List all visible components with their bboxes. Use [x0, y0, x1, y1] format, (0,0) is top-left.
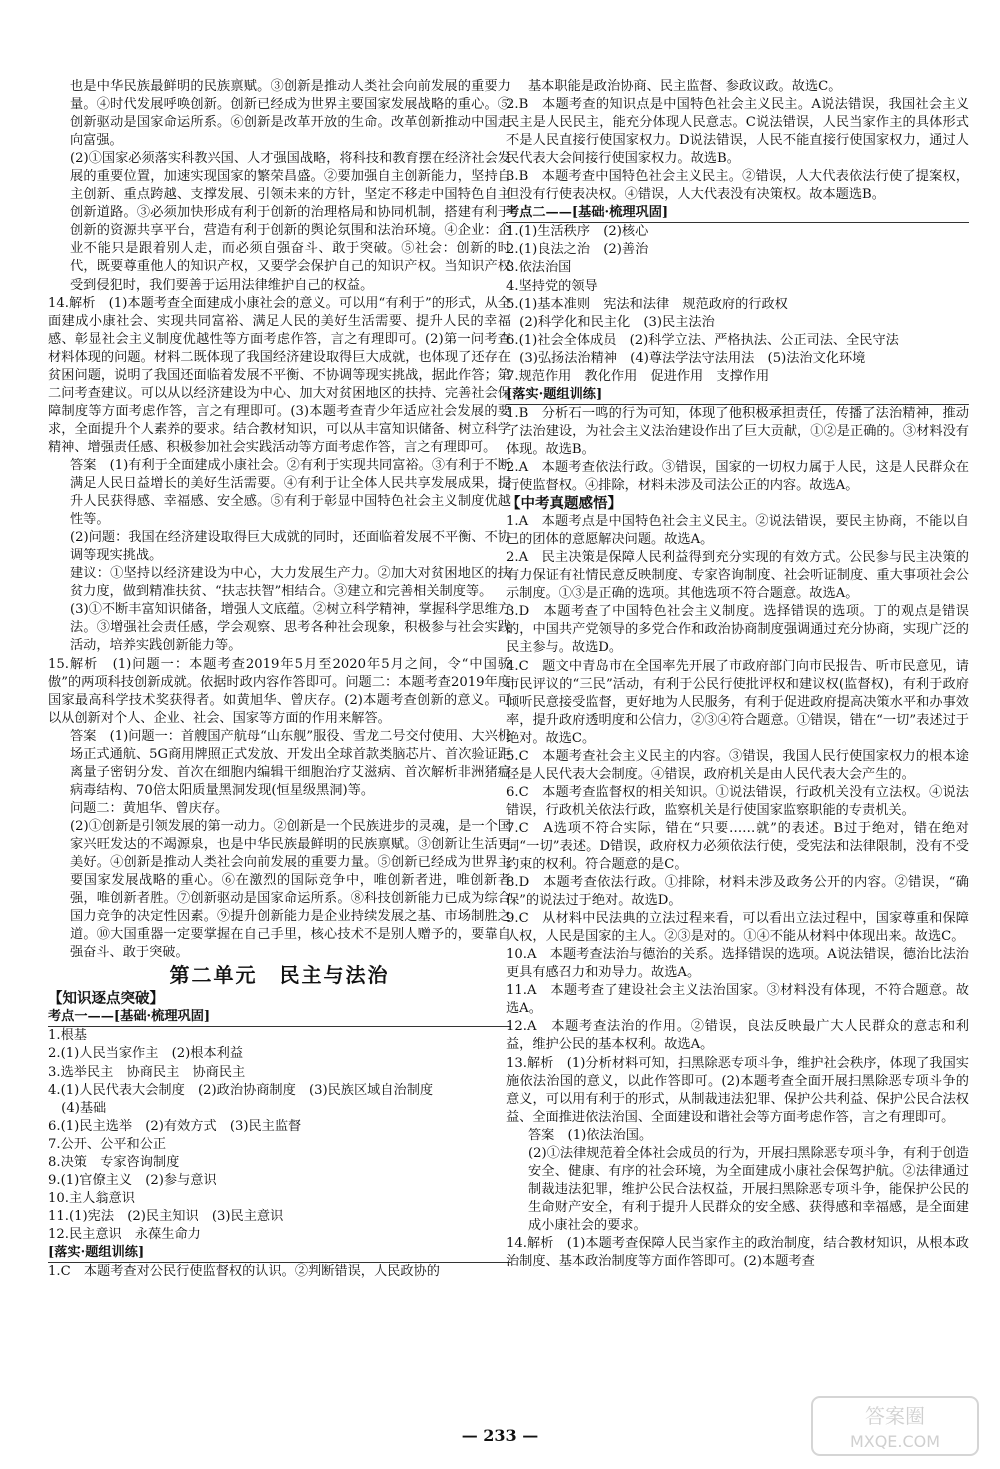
paragraph: 2.A 民主决策是保障人民利益得到充分实现的有效方式。公民参与民主决策的有力保证有社情民意反映制度、专家咨询制度、社会听证制度、重大事项社会公示制度。①③是正确的选项。其他选项不符合题意。故选A。: [506, 550, 969, 602]
kp2-list: [506, 223, 969, 385]
paragraph: 4.C 题文中青岛市在全国率先开展了市政府部门向市民报告、听市民意见，请市民评议的“三民”活动，有利于公民行使批评权和建议权(监督权)，有利于政府倾听民意接受监督，更好地为人民服务，有利于促进政府提高决策水平和办事效率，提升政府透明度和公信力，②③④符合题意。①错误，错在“一切”表述过于绝对。故选C。: [506, 658, 969, 746]
list-item: 3.依法治国: [506, 260, 572, 276]
page-number: — 233 —: [461, 1426, 539, 1445]
list-item: 2.(1)良法之治 (2)善治: [506, 242, 649, 258]
paragraph: 11.A 本题考查了建设社会主义法治国家。③材料没有体现，不符合题意。故选A。: [506, 983, 969, 1017]
list-item: 7.公开、公平和公正: [48, 1136, 167, 1152]
list-item: 4.坚持党的领导: [506, 278, 598, 294]
paragraph: 13.解析 (1)分析材料可知，扫黑除恶专项斗争，维护社会秩序，体现了我国实施依法治国的意义，以此作答即可。(2)本题考查全面开展扫黑除恶专项斗争的意义，可以用有利于的形式，从制裁违法犯罪、保护公共利益、保护公民合法权益、全面推进依法治国、全面建设和谐社会等方面考虑作答，言之有理即可。: [506, 1055, 969, 1125]
list-item: 5.(1)基本准则 宪法和法律 规范政府的行政权: [506, 296, 788, 312]
paragraph: 14.解析 (1)本题考查保障人民当家作主的政治制度，结合教材知识，从根本政治制度、基本政治制度等方面作答即可。(2)本题考查: [506, 1236, 969, 1270]
paragraph: (2)①法律规范着全体社会成员的行为，开展扫黑除恶专项斗争，有利于创造安全、健康、有序的社会环境，为全面建成小康社会保驾护航。②法律通过制裁违法犯罪，维护公民合法权益，开展扫黑除恶专项斗争，能保护公民的生命财产安全，有利于提升人民群众的安全感、获得感和幸福感，是全面建成小康社会的要求。: [528, 1145, 969, 1233]
paragraph: 2.A 本题考查依法行政。③错误，国家的一切权力属于人民，这是人民群众在行使监督权。④排除，材料未涉及司法公正的内容。故选A。: [506, 459, 969, 494]
list-item: (3)弘扬法治精神 (4)尊法学法守法用法 (5)法治文化环境: [506, 350, 866, 366]
exam-heading: 【中考真题感悟】: [506, 495, 622, 513]
paragraph: 答案 (1)有利于全面建成小康社会。②有利于实现共同富裕。③有利于不断满足人民日益增长的美好生活需要。④有利于让全体人民共享发展成果，提升人民获得感、幸福感、安全感。⑤有利于彰显中国特色社会主义制度优越性等。: [70, 457, 511, 528]
watermark-logo: [810, 1395, 980, 1457]
left-column: [48, 78, 511, 1281]
paragraph: 建议：①坚持以经济建设为中心，大力发展生产力。②加大对贫困地区的扶贫力度，做到精准扶贫、“扶志扶智”相结合。③建立和完善相关制度等。: [70, 566, 511, 600]
watermark-text: 答案圈: [865, 1404, 925, 1428]
right-paragraphs: [506, 78, 969, 204]
paragraph: 5.C 本题考查社会主义民主的内容。③错误，我国人民行使国家权力的根本途径是人民代表大会制度。④错误，政府机关是由人民代表大会产生的。: [506, 748, 969, 782]
paragraph: 12.A 本题考查法治的作用。②错误，良法反映最广大人民群众的意志和利益，维护公民的基本权利。故选A。: [506, 1019, 969, 1053]
left-last-line: 1.C 本题考查对公民行使监督权的认识。②判断错误，人民政协的: [48, 1264, 440, 1280]
list-item: 6.(1)民主选举 (2)有效方式 (3)民主监督: [48, 1118, 302, 1134]
right-drill-answers: [506, 405, 969, 495]
paragraph: 8.D 本题考查依法行政。①排除，材料未涉及政务公开的内容。②错误，“确保”的说法过于绝对。故选D。: [506, 875, 969, 909]
list-item: 12.民主意识 永葆生命力: [48, 1226, 201, 1242]
list-item: 11.(1)宪法 (2)民主知识 (3)民主意识: [48, 1208, 284, 1224]
list-item: 3.选举民主 协商民主 协商民主: [48, 1064, 246, 1080]
paragraph: 9.C 从材料中民法典的立法过程来看，可以看出立法过程中，国家尊重和保障人权，人民是国家的主人。②③是对的。①④不能从材料中体现出来。故选C。: [506, 911, 969, 945]
right-column: [506, 78, 969, 1271]
list-item: 1.根基: [48, 1028, 87, 1044]
drill-heading-left: [落实·题组训练]: [48, 1244, 511, 1263]
paragraph: 14.解析 (1)本题考查全面建成小康社会的意义。可以用“有利于”的形式，从全面建成小康社会、实现共同富裕、满足人民的美好生活需要、提升人民的幸福感、彰显社会主义制度优越性等方面考虑作答，言之有理即可。(2)第一问考查材料体现的问题。材料二既体现了我国经济建设取得巨大成就，也体现了还存在贫困问题，说明了我国还面临着发展不平衡、不协调等现实挑战，据此作答；第二问考查建议。可以从以经济建设为中心、加大对贫困地区的扶持、完善社会保障制度等方面考虑作答，言之有理即可。(3)本题考查青少年适应社会发展的要求，全面提升个人素养的要求。结合教材知识，可以从丰富知识储备、树立科学精神、增强责任感、积极参加社会实践活动等方面考虑作答，言之有理即可。: [48, 295, 511, 455]
kp1-list: [48, 1027, 511, 1244]
kp1-heading: 考点一——[基础·梳理巩固]: [48, 1008, 511, 1027]
list-item: (2)科学化和民主化 (3)民主法治: [506, 314, 715, 330]
paragraph: 1.A 本题考点是中国特色社会主义民主。②说法错误，要民主协商，不能以自己的团体的意愿解决问题。故选A。: [506, 514, 969, 548]
paragraph: 问题二：黄旭华、曾庆存。: [70, 800, 229, 816]
list-item: 8.决策 专家咨询制度: [48, 1154, 180, 1170]
list-item: 1.(1)生活秩序 (2)核心: [506, 224, 649, 240]
paragraph: 3.D 本题考查了中国特色社会主义制度。选择错误的选项。丁的观点是错误的，中国共产党领导的多党合作和政治协商制度强调通过充分协商，实现广泛的民主参与。故选D。: [506, 604, 969, 656]
paragraph: (2)①国家必须落实科教兴国、人才强国战略，将科技和教育摆在经济社会发展的重要位置，加速实现国家的繁荣昌盛。②要加强自主创新能力，坚持自主创新、重点跨越、支撑发展、引领未来的方针，坚定不移走中国特色自主创新道路。③必须加快形成有利于创新的治理格局和协同机制，搭建有利于创新的资源共享平台，营造有利于创新的舆论氛围和法治环境。④企业：企业不能只是跟着别人走，而必须自强奋斗、敢于突破。⑤社会：创新的时代，既要尊重他人的知识产权，又要学会保护自己的知识产权。当知识产权受到侵犯时，我们要善于运用法律维护自己的权益。: [70, 151, 511, 293]
list-item: 2.(1)人民当家作主 (2)根本利益: [48, 1046, 244, 1062]
paragraph: 答案 (1)问题一：首艘国产航母“山东舰”服役、雪龙二号交付使用、大兴机场正式通航、5G商用牌照正式发放、开发出全球首款类脑芯片、首次验证距离量子密钥分发、首次在细胞内编辑干细胞治疗艾滋病、首次解析非洲猪瘟病毒结构、70倍太阳质量黑洞发现(恒星级黑洞)等。: [70, 728, 511, 798]
paragraph: 1.B 分析石一鸣的行为可知，体现了他积极承担责任，传播了法治精神，推动了法治建设，为社会主义法治建设作出了巨大贡献，①②是正确的。③材料没有体现。故选B。: [506, 405, 969, 457]
list-item: 7.规范作用 教化作用 促进作用 支撑作用: [506, 368, 770, 384]
list-item: 6.(1)社会全体成员 (2)科学立法、严格执法、公正司法、全民守法: [506, 332, 899, 348]
list-item: 10.主人翁意识: [48, 1190, 135, 1206]
paragraph: (2)问题：我国在经济建设取得巨大成就的同时，还面临着发展不平衡、不协调等现实挑战。: [70, 530, 511, 564]
paragraph: 答案 (1)依法治国。: [528, 1127, 653, 1143]
drill-heading-right: [落实·题组训练]: [506, 386, 969, 405]
paragraph: 3.B 本题考查中国特色社会主义民主。②错误，人大代表依法行使了提案权，但没有行使表决权。④错误，人大代表没有决策权。故本题选B。: [506, 169, 969, 203]
paragraph: 10.A 本题考查法治与德治的关系。选择错误的选项。A说法错误，德治比法治更具有感召力和劝导力。故选A。: [506, 947, 969, 981]
paragraph: 15.解析 (1)问题一：本题考查2019年5月至2020年5月之间，令“中国骄傲”的两项科技创新成就。依据时政内容作答即可。问题二：本题考查2019年度国家最高科学技术奖获得者。如黄旭华、曾庆存。(2)本题考查创新的意义。可以从创新对个人、企业、社会、国家等方面的作用来解答。: [48, 656, 511, 726]
left-paragraphs: [48, 78, 511, 962]
paragraph: (2)①创新是引领发展的第一动力。②创新是一个民族进步的灵魂，是一个国家兴旺发达的不竭源泉，也是中华民族最鲜明的民族禀赋。③创新让生活更美好。④创新是推动人类社会向前发展的重要力量。⑤创新已经成为世界主要国家发展战略的重心。⑥在激烈的国际竞争中，唯创新者进，唯创新者强，唯创新者胜。⑦创新驱动是国家命运所系。⑧科技创新能力已成为综合国力竞争的决定性因素。⑨提升创新能力是企业持续发展之基、市场制胜之道。⑩大国重器一定要掌握在自己手里，核心技术不是别人赠予的，要靠自强奋斗、敢于突破。: [70, 818, 511, 961]
paragraph: 也是中华民族最鲜明的民族禀赋。③创新是推动人类社会向前发展的重要力量。④时代发展呼唤创新。创新已经成为世界主要国家发展战略的重心。⑤创新驱动是国家命运所系。⑥创新是改革开放的生命。改革创新推动中国走向富强。: [70, 79, 511, 149]
section-heading: 【知识逐点突破】: [48, 990, 164, 1008]
kp2-heading: 考点二——[基础·梳理巩固]: [506, 204, 969, 223]
list-item: 4.(1)人民代表大会制度 (2)政治协商制度 (3)民族区域自治制度: [48, 1082, 434, 1098]
list-item: 9.(1)官僚主义 (2)参与意识: [48, 1172, 217, 1188]
exam-answers: [506, 513, 969, 1271]
paragraph: (3)①不断丰富知识储备，增强人文底蕴。②树立科学精神，掌握科学思维方法。③增强社会责任感，学会观察、思考各种社会现象，积极参与社会实践活动，培养实践创新能力等。: [70, 602, 511, 654]
paragraph: 基本职能是政治协商、民主监督、参政议政。故选C。: [528, 79, 842, 94]
unit-title: 第二单元 民主与法治: [169, 963, 390, 988]
paragraph: 6.C 本题考查监督权的相关知识。①说法错误，行政机关没有立法权。④说法错误，行政机关依法行政，监察机关是行使国家监察职能的专责机关。: [506, 784, 969, 818]
list-item: (4)基础: [48, 1100, 107, 1116]
watermark-url: MXQE.COM: [849, 1432, 941, 1451]
paragraph: 2.B 本题考查的知识点是中国特色社会主义民主。A说法错误，我国社会主义民主是人民民主，能充分体现人民意志。C说法错误，人民当家作主的具体形式不是人民直接行使国家权力。D说法错误，人民不能直接行使国家权力，通过人民代表大会间接行使国家权力。故选B。: [506, 97, 969, 167]
paragraph: 7.C A选项不符合实际，错在“只要……就”的表述。B过于绝对，错在绝对词“一切”表述。D错误，政府权力必须依法行使，受宪法和法律限制，没有不受约束的权利。符合题意的是C。: [506, 820, 969, 873]
